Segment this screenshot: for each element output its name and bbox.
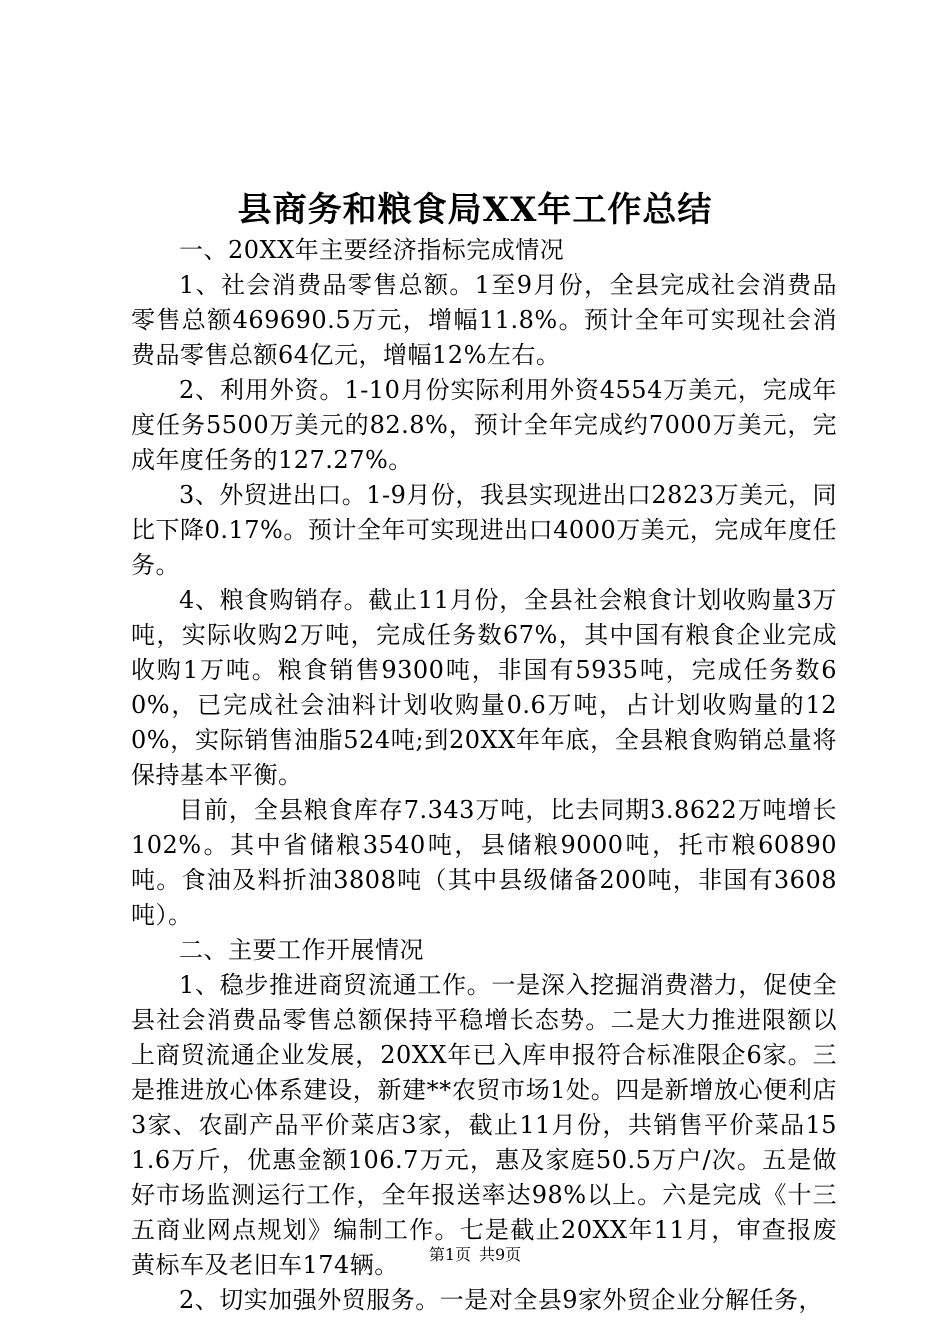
paragraph-grain-stock: 目前，全县粮食库存7.343万吨，比去同期3.8622万吨增长102%。其中省储粮3540吨，县储粮9000吨，托市粮60890吨。食油及料折油3808吨（其中县级储备200吨，非国有3608吨）。 bbox=[131, 796, 837, 929]
section-heading-1: 一、20XX年主要经济指标完成情况 bbox=[179, 236, 565, 264]
section-heading-2: 二、主要工作开展情况 bbox=[179, 936, 424, 964]
page-total: 共9页 bbox=[479, 1245, 522, 1264]
paragraph-trade-service: 2、切实加强外贸服务。一是对全县9家外贸企业分解任务， bbox=[179, 1286, 824, 1314]
document-body bbox=[131, 233, 837, 1318]
paragraph-commerce-work: 1、稳步推进商贸流通工作。一是深入挖掘消费潜力，促使全县社会消费品零售总额保持平稳增长态势。二是大力推进限额以上商贸流通企业发展，20XX年已入库申报符合标准限企6家。三是推进放心体系建设，新建**农贸市场1处。四是新增放心便利店3家、农副产品平价菜店3家，截止11月份，共销售平价菜品151.6万斤，优惠金额106.7万元，惠及家庭50.5万户/次。五是做好市场监测运行工作，全年报送率达98%以上。六是完成《十三五商业网点规划》编制工作。七是截止20XX年11月，审查报废黄标车及老旧车174辆。 bbox=[131, 971, 837, 1279]
paragraph-foreign-trade: 3、外贸进出口。1-9月份，我县实现进出口2823万美元，同比下降0.17%。预计全年可实现进出口4000万美元，完成年度任务。 bbox=[131, 481, 837, 579]
paragraph-grain-trade: 4、粮食购销存。截止11月份，全县社会粮食计划收购量3万吨，实际收购2万吨，完成任务数67%，其中国有粮食企业完成收购1万吨。粮食销售9300吨，非国有5935吨，完成任务数60%，已完成社会油料计划收购量0.6万吨，占计划收购量的120%，实际销售油脂524吨;到20XX年年底，全县粮食购销总量将保持基本平衡。 bbox=[131, 586, 837, 789]
paragraph-retail-sales: 1、社会消费品零售总额。1至9月份，全县完成社会消费品零售总额469690.5万元，增幅11.8%。预计全年可实现社会消费品零售总额64亿元，增幅12%左右。 bbox=[131, 271, 837, 369]
paragraph-foreign-investment: 2、利用外资。1-10月份实际利用外资4554万美元，完成年度任务5500万美元的82.8%，预计全年完成约7000万美元，完成年度任务的127.27%。 bbox=[131, 376, 837, 474]
document-title: 县商务和粮食局XX年工作总结 bbox=[237, 190, 713, 230]
page-number: 第1页 bbox=[428, 1245, 471, 1264]
page-footer bbox=[0, 1244, 950, 1266]
